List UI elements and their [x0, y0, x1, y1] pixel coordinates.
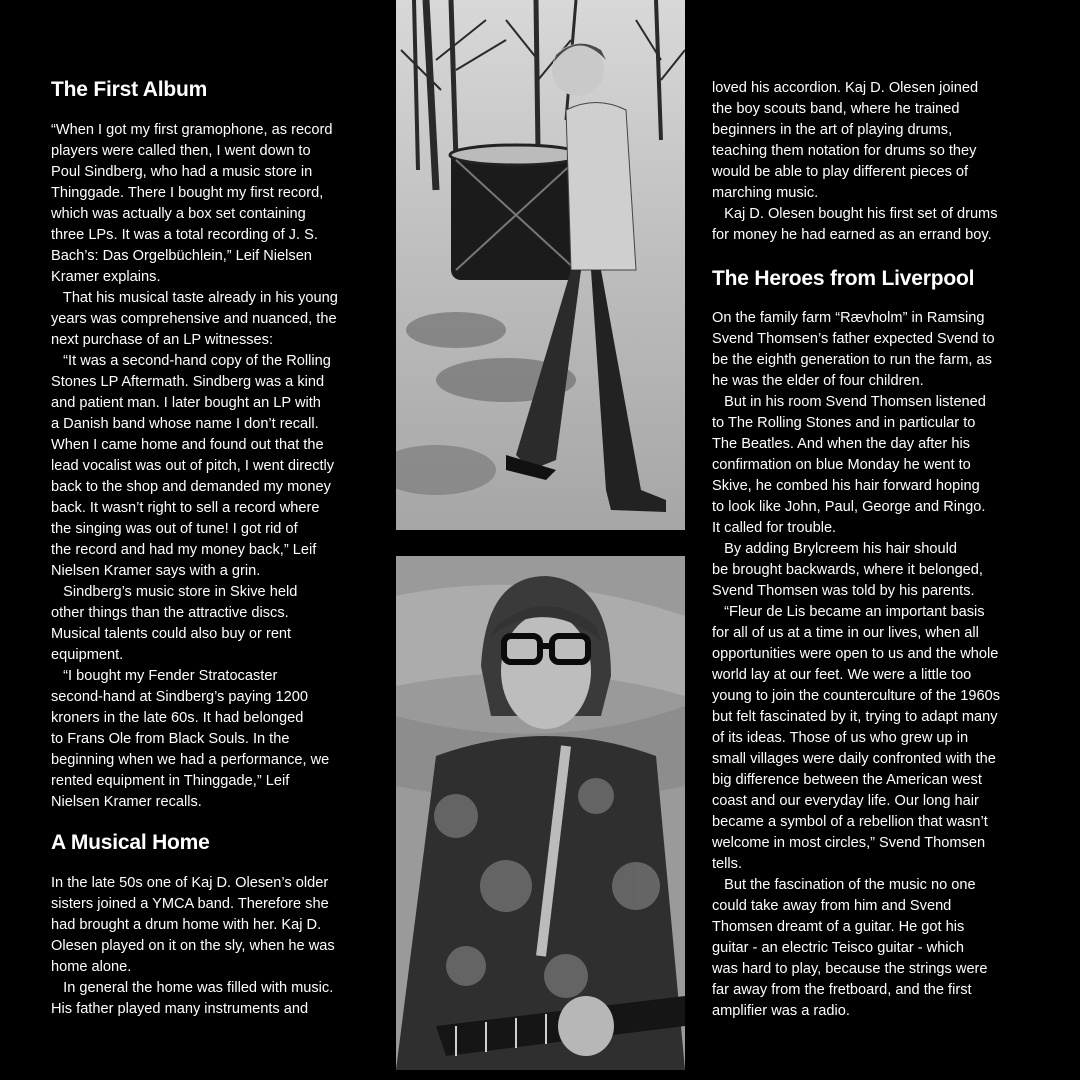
text-line: Bach’s: Das Orgelbüchlein,” Leif Nielsen — [51, 248, 312, 264]
text-line: Kaj D. Olesen bought his first set of drums — [712, 206, 998, 222]
text-line: opportunities were open to us and the whole — [712, 646, 999, 662]
text-line: When I came home and found out that the — [51, 437, 324, 453]
text-line: lead vocalist was out of pitch, I went directly — [51, 458, 335, 474]
text-line: Stones LP Aftermath. Sindberg was a kind — [51, 374, 325, 390]
text-line: marching music. — [712, 185, 819, 201]
text-line: sisters joined a YMCA band. Therefore she — [51, 896, 329, 912]
text-line: small villages were daily confronted with the — [712, 751, 996, 767]
text-line: years was comprehensive and nuanced, the — [51, 311, 337, 327]
text-line: But the fascination of the music no one — [712, 877, 976, 893]
text-line: Poul Sindberg, who had a music store in — [51, 164, 313, 180]
text-line: Thinggade. There I bought my first record, — [51, 185, 324, 201]
heading-musical-home: A Musical Home — [51, 831, 210, 854]
text-line: But in his room Svend Thomsen listened — [712, 394, 986, 410]
text-line: Sindberg’s music store in Skive held — [51, 584, 298, 600]
text-line: the boy scouts band, where he trained — [712, 101, 960, 117]
text-line: “Fleur de Lis became an important basis — [712, 604, 985, 620]
paragraph-musical-home — [51, 873, 335, 1020]
text-line: coast and our everyday life. Our long hair — [712, 793, 979, 809]
text-line: back. It wasn’t right to sell a record where — [51, 500, 320, 516]
text-line: the singing was out of tune! I got rid of — [51, 521, 298, 537]
paragraph-first-album — [51, 120, 338, 813]
drum-boy-illustration — [396, 0, 685, 530]
paragraph-heroes-liverpool — [712, 308, 1000, 1022]
text-line: beginning when we had a performance, we — [51, 752, 330, 768]
text-line: beginners in the art of playing drums, — [712, 122, 953, 138]
paragraph-accordion — [712, 78, 998, 246]
photo-drum-boy — [396, 0, 685, 530]
text-line: second-hand at Sindberg’s paying 1200 — [51, 689, 308, 705]
text-line: guitar - an electric Teisco guitar - which — [712, 940, 964, 956]
text-line: In the late 50s one of Kaj D. Olesen’s older — [51, 875, 329, 891]
text-line: Nielsen Kramer recalls. — [51, 794, 202, 810]
text-line: and patient man. I later bought an LP with — [51, 395, 321, 411]
text-line: loved his accordion. Kaj D. Olesen joined — [712, 80, 979, 96]
text-line: for money he had earned as an errand boy. — [712, 227, 992, 243]
text-line: a Danish band whose name I don’t recall. — [51, 416, 319, 432]
text-line: to Frans Ole from Black Souls. In the — [51, 731, 290, 747]
text-line: back to the shop and demanded my money — [51, 479, 331, 495]
photo-guitarist — [396, 556, 685, 1070]
text-line: next purchase of an LP witnesses: — [51, 332, 274, 348]
text-line: “When I got my first gramophone, as record — [51, 122, 333, 138]
text-line: became a symbol of a rebellion that wasn’t — [712, 814, 988, 830]
text-line: Kramer explains. — [51, 269, 161, 285]
text-line: confirmation on blue Monday he went to — [712, 457, 971, 473]
text-line: Skive, he combed his hair forward hoping — [712, 478, 980, 494]
text-line: of its ideas. Those of us who grew up in — [712, 730, 969, 746]
text-line: That his musical taste already in his young — [51, 290, 338, 306]
text-line: In general the home was filled with music. — [51, 980, 334, 996]
text-line: By adding Brylcreem his hair should — [712, 541, 957, 557]
text-line: to look like John, Paul, George and Ringo. — [712, 499, 986, 515]
text-line: The Beatles. And when the day after his — [712, 436, 970, 452]
text-line: On the family farm “Rævholm” in Ramsing — [712, 310, 985, 326]
text-line: teaching them notation for drums so they — [712, 143, 977, 159]
text-line: tells. — [712, 856, 743, 872]
text-line: big difference between the American west — [712, 772, 982, 788]
text-line: was hard to play, because the strings were — [712, 961, 988, 977]
text-line: be the eighth generation to run the farm, as — [712, 352, 992, 368]
text-line: could take away from him and Svend — [712, 898, 952, 914]
text-line: Olesen played on it on the sly, when he was — [51, 938, 335, 954]
text-line: His father played many instruments and — [51, 1001, 309, 1017]
text-line: home alone. — [51, 959, 132, 975]
text-line: to The Rolling Stones and in particular to — [712, 415, 976, 431]
text-line: welcome in most circles,” Svend Thomsen — [712, 835, 986, 851]
text-line: young to join the counterculture of the 1960s — [712, 688, 1001, 704]
text-line: rented equipment in Thinggade,” Leif — [51, 773, 290, 789]
text-line: equipment. — [51, 647, 124, 663]
text-line: kroners in the late 60s. It had belonged — [51, 710, 304, 726]
text-line: Thomsen dreamt of a guitar. He got his — [712, 919, 965, 935]
text-line: It called for trouble. — [712, 520, 837, 536]
heading-first-album: The First Album — [51, 78, 208, 101]
text-line: which was actually a box set containing — [51, 206, 306, 222]
text-line: “I bought my Fender Stratocaster — [51, 668, 278, 684]
text-line: he was the elder of four children. — [712, 373, 924, 389]
text-line: would be able to play different pieces of — [712, 164, 969, 180]
text-line: the record and had my money back,” Leif — [51, 542, 317, 558]
heading-heroes-liverpool: The Heroes from Liverpool — [712, 267, 975, 290]
text-line: Nielsen Kramer says with a grin. — [51, 563, 261, 579]
text-line: Svend Thomsen was told by his parents. — [712, 583, 975, 599]
text-line: Musical talents could also buy or rent — [51, 626, 292, 642]
text-line: three LPs. It was a total recording of J. S. — [51, 227, 318, 243]
text-line: “It was a second-hand copy of the Rolling — [51, 353, 331, 369]
text-line: players were called then, I went down to — [51, 143, 311, 159]
text-line: had brought a drum home with her. Kaj D. — [51, 917, 322, 933]
text-line: far away from the fretboard, and the first — [712, 982, 972, 998]
text-line: world lay at our feet. We were a little too — [712, 667, 972, 683]
text-line: amplifier was a radio. — [712, 1003, 850, 1019]
text-line: for all of us at a time in our lives, when all — [712, 625, 979, 641]
text-line: other things than the attractive discs. — [51, 605, 289, 621]
text-line: be brought backwards, where it belonged, — [712, 562, 983, 578]
text-line: Svend Thomsen’s father expected Svend to — [712, 331, 995, 347]
guitarist-illustration — [396, 556, 685, 1070]
text-line: but felt fascinated by it, trying to adapt many — [712, 709, 998, 725]
